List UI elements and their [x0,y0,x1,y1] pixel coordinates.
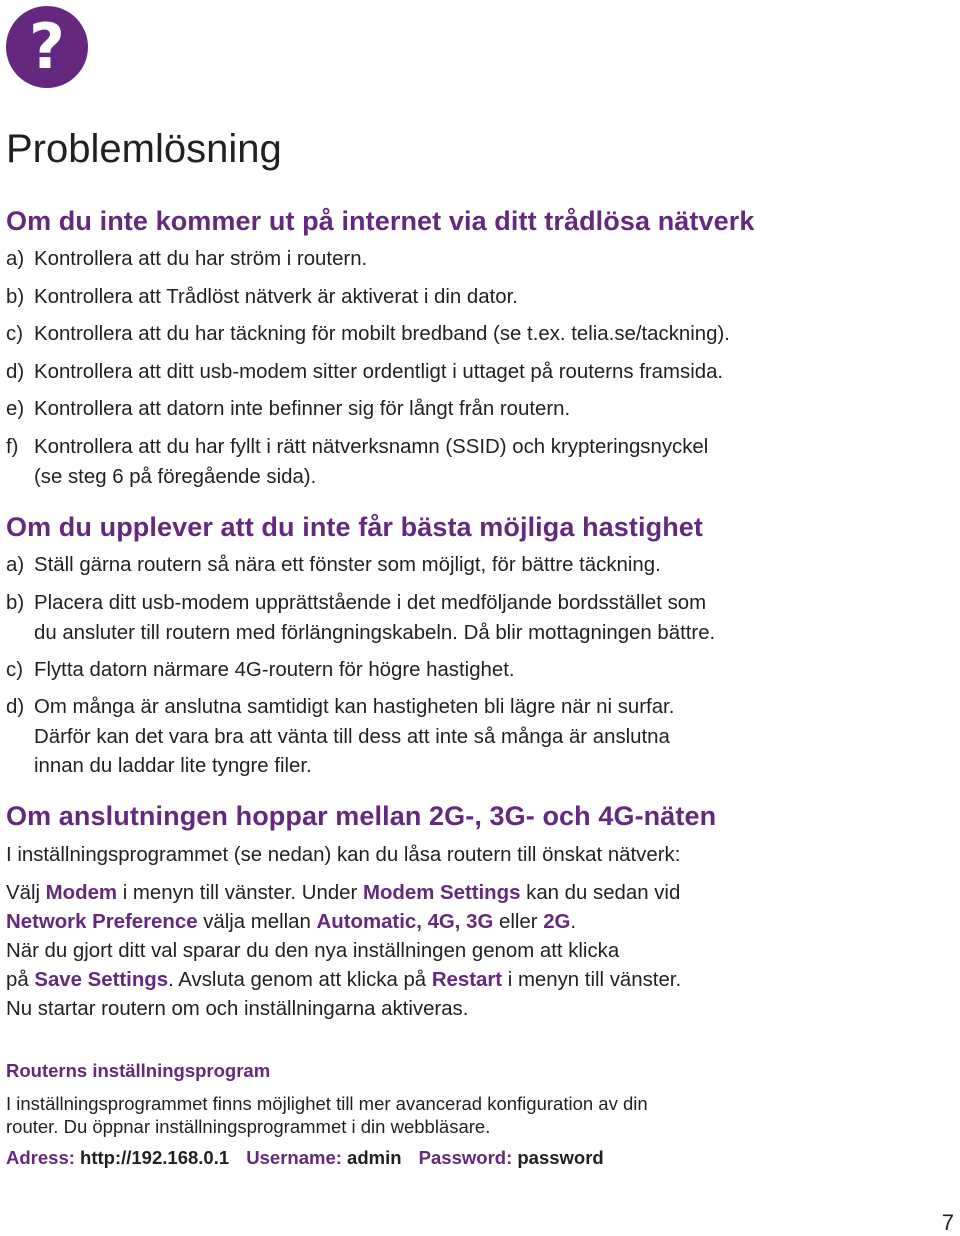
text: på [6,969,35,991]
list-item [6,320,730,350]
item-text: Kontrollera att Trådlöst nätverk är aktiverat i din dator. [34,286,518,308]
list-item [6,589,715,648]
menu-ref-network-preference: Network Preference [6,911,198,933]
separator: , [454,911,467,933]
password-label: Password: [418,1147,513,1168]
text: välja mellan [197,911,317,933]
item-label: c) [6,659,23,681]
item-text-continued: Därför kan det vara bra att vänta till dess att inte så många är anslutna [34,725,670,748]
list-item [6,245,367,275]
text: . Avsluta genom att klicka på [168,969,432,991]
credentials-line [6,1147,616,1169]
address-label: Adress: [6,1147,75,1168]
option-4g: 4G [427,911,455,933]
text: kan du sedan vid [520,882,681,904]
menu-ref-restart: Restart [431,969,503,991]
page-title: Problemlösning [6,127,282,171]
list-item [6,358,723,388]
page-number: 7 [941,1210,954,1235]
item-text: Kontrollera att du har ström i routern. [34,248,368,270]
item-text: Kontrollera att datorn inte befinner sig för långt från routern. [34,398,571,420]
text: i menyn till vänster. Under [117,882,363,904]
section-heading-speed: Om du upplever att du inte får bästa möjliga hastighet [6,512,703,542]
item-text: Kontrollera att ditt usb-modem sitter ordentligt i uttaget på routerns framsida. [34,361,724,383]
settings-text: router. Du öppnar inställningsprogrammet i din webbläsare. [6,1116,491,1137]
option-automatic: Automatic [316,911,417,933]
text: eller [493,911,544,933]
item-label: d) [6,696,25,718]
text: . [570,911,577,933]
settings-text: I inställningsprogrammet finns möjlighet till mer avancerad konfiguration av din [6,1093,648,1114]
item-label: e) [6,398,25,420]
list-item [6,551,661,581]
settings-heading: Routerns inställningsprogram [6,1060,271,1081]
separator: , [416,911,428,933]
paragraph-line [6,908,576,938]
item-text: Kontrollera att du har täckning för mobilt bredband (se t.ex. telia.se/tackning). [34,323,730,345]
paragraph-intro: I inställningsprogrammet (se nedan) kan du låsa routern till önskat nätverk: [6,844,681,866]
item-text: Placera ditt usb-modem upprättstående i det medföljande bordsstället som [34,592,707,614]
menu-ref-modem: Modem [45,882,118,904]
text: i menyn till vänster. [502,969,682,991]
section-heading-wireless: Om du inte kommer ut på internet via ditt trådlösa nätverk [6,206,755,236]
question-mark-icon: ? [6,6,88,88]
paragraph-line: Nu startar routern om och inställningarna aktiveras. [6,998,469,1020]
list-item [6,693,674,782]
list-item [6,283,518,313]
item-label: b) [6,592,25,614]
section-heading-network-hopping: Om anslutningen hoppar mellan 2G-, 3G- och 4G-näten [6,801,717,831]
menu-ref-modem-settings: Modem Settings [362,882,521,904]
item-label: b) [6,286,25,308]
paragraph-line [6,966,681,996]
item-text-continued: innan du laddar lite tyngre filer. [34,755,312,777]
username-value: admin [347,1147,402,1168]
item-label: c) [6,323,23,345]
item-label: a) [6,248,25,270]
paragraph-line [6,879,680,909]
option-2g: 2G [543,911,571,933]
list-item [6,656,515,686]
button-ref-save-settings: Save Settings [34,969,169,991]
item-label: a) [6,554,25,576]
text: Välj [6,882,46,904]
item-text: Kontrollera att du har fyllt i rätt nätverksnamn (SSID) och krypteringsnyckel [34,436,709,458]
list-item [6,433,708,492]
item-text: Om många är anslutna samtidigt kan hastigheten bli lägre när ni surfar. [34,696,675,718]
option-3g: 3G [466,911,494,933]
item-text-continued: (se steg 6 på föregående sida). [34,465,317,488]
item-text: Flytta datorn närmare 4G-routern för högre hastighet. [34,659,515,681]
password-value: password [517,1147,604,1168]
list-item [6,395,570,425]
item-text-continued: du ansluter till routern med förlängningskabeln. Då blir mottagningen bättre. [34,621,716,644]
paragraph-line: När du gjort ditt val sparar du den nya inställningen genom att klicka [6,940,620,962]
item-label: f) [6,436,19,458]
username-label: Username: [246,1147,342,1168]
item-label: d) [6,361,25,383]
address-value: http://192.168.0.1 [80,1147,230,1168]
item-text: Ställ gärna routern så nära ett fönster som möjligt, för bättre täckning. [34,554,661,576]
